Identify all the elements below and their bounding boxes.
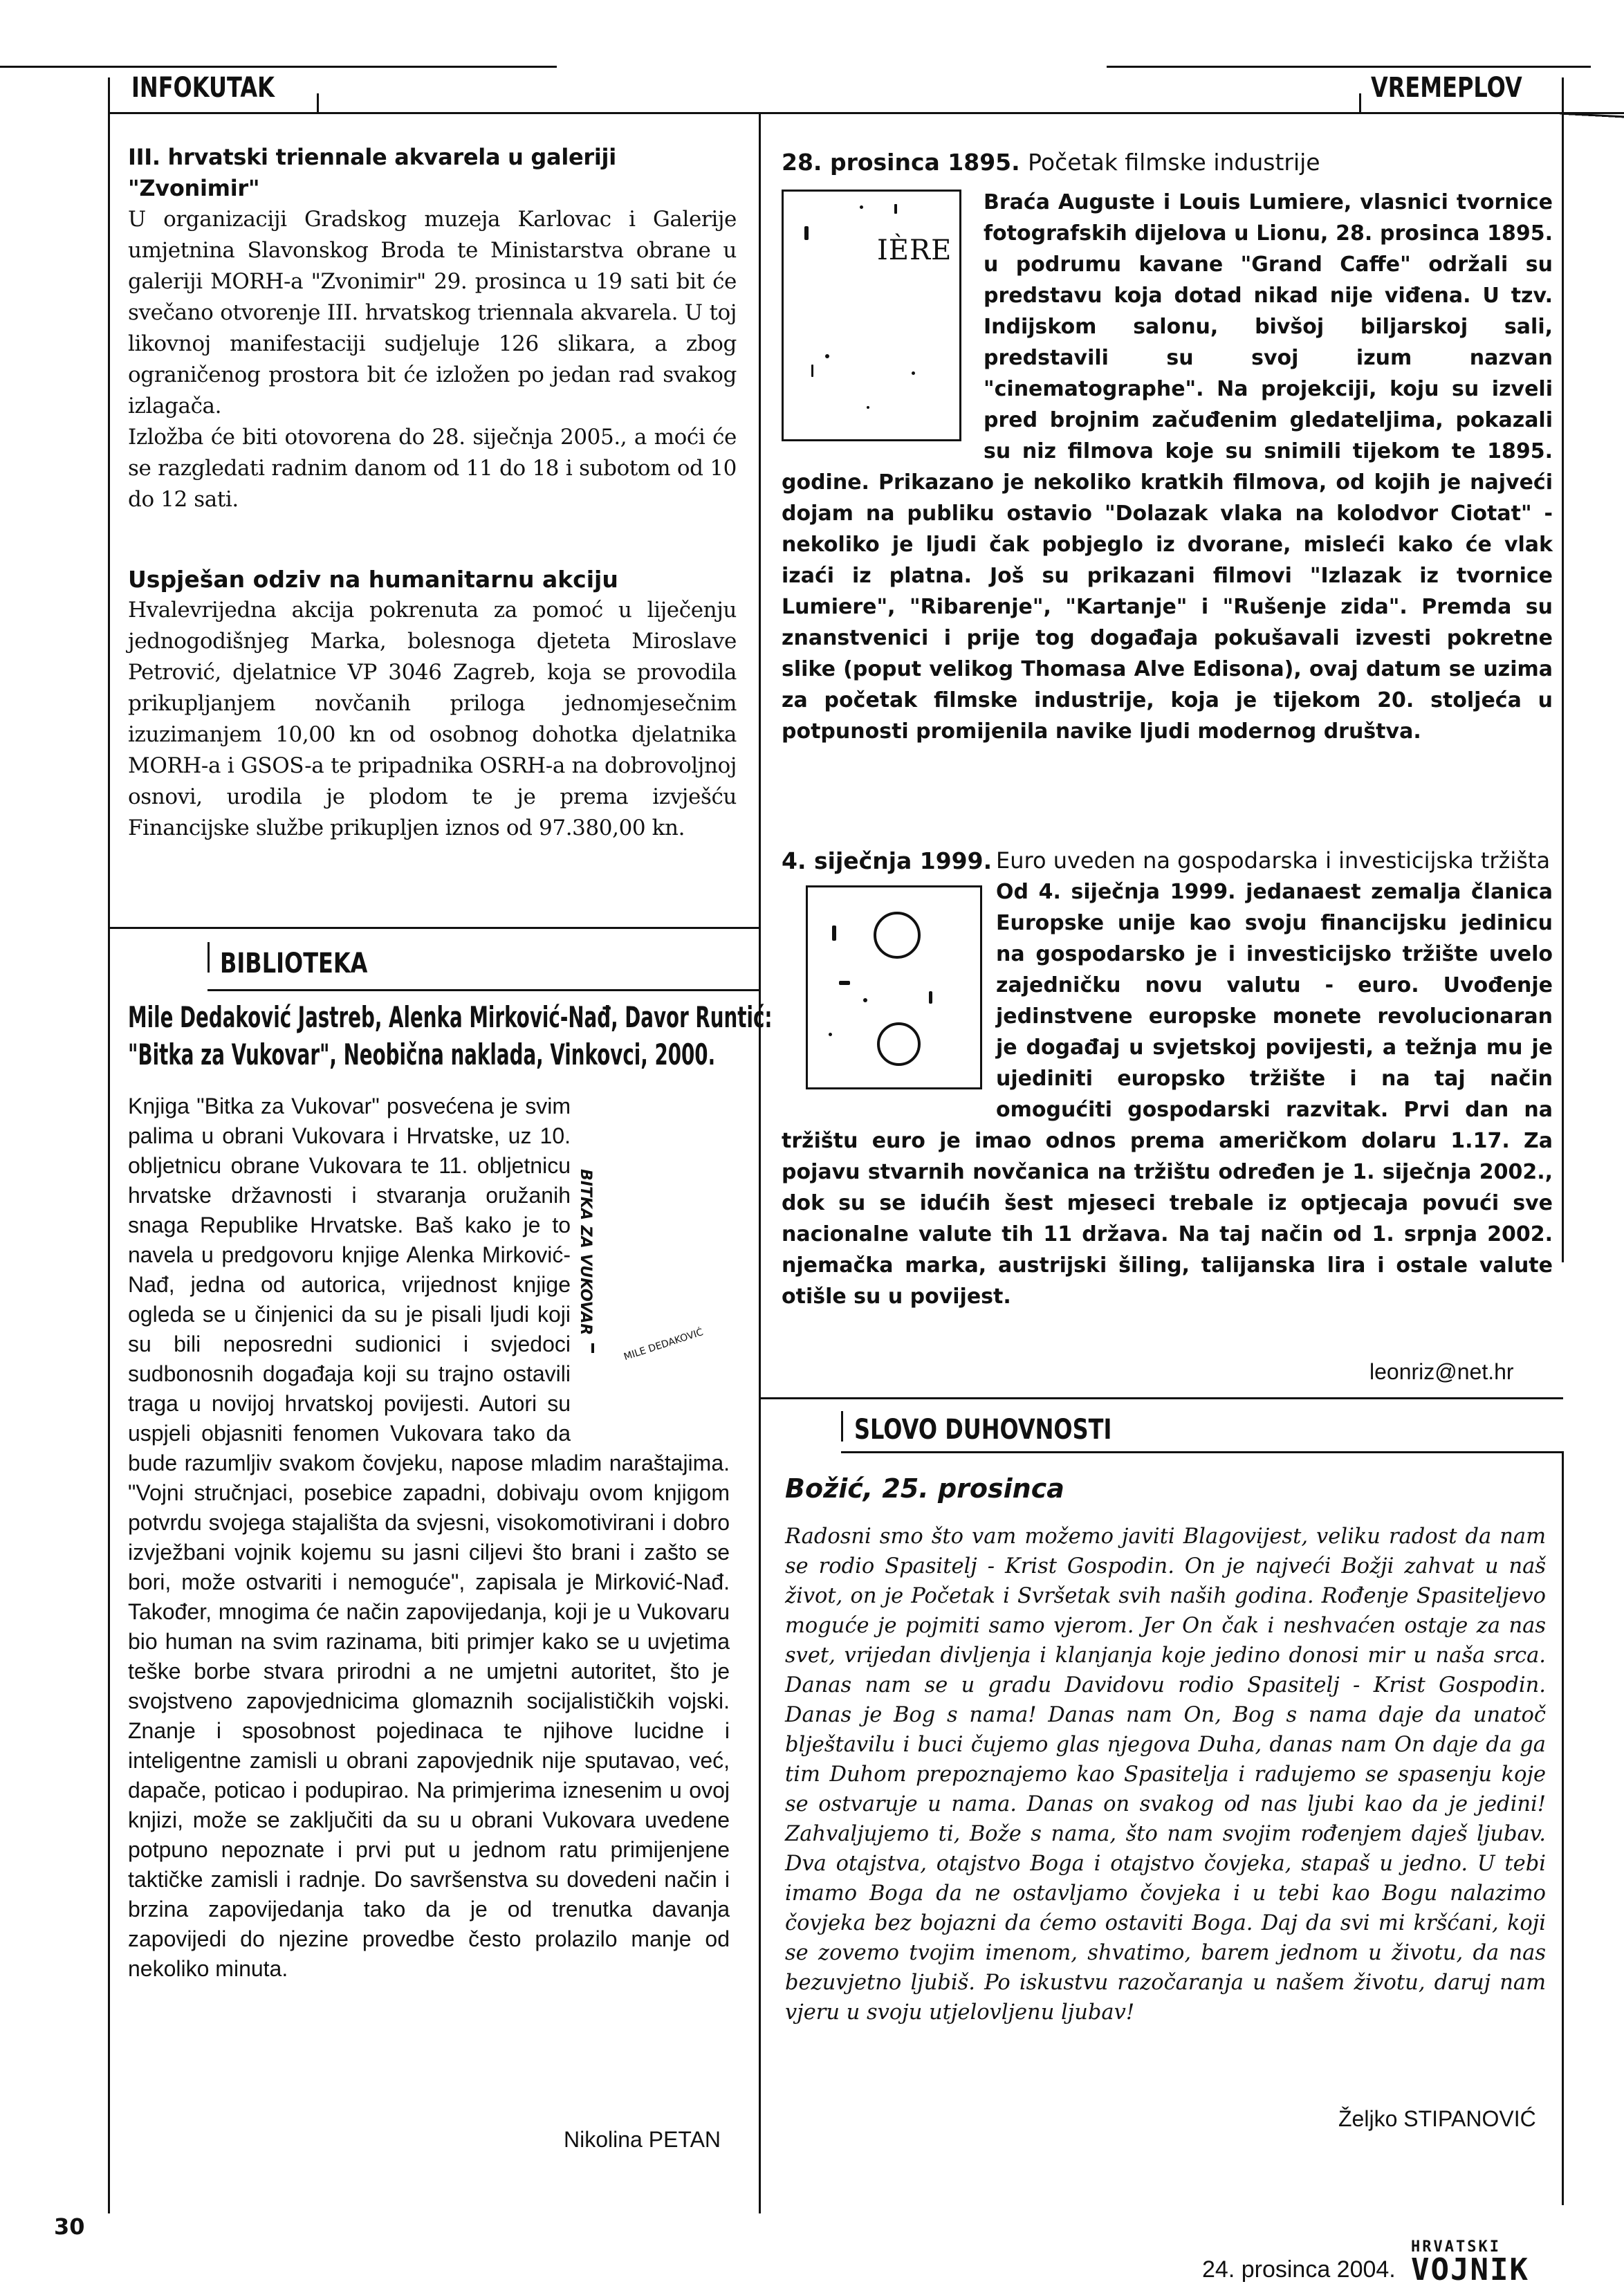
issue-date: 24. prosinca 2004. <box>1202 2256 1396 2283</box>
header-tick <box>841 1411 843 1442</box>
header-tick <box>207 942 210 973</box>
infokutak-item-1 <box>128 142 737 515</box>
book-author-text: MILE DEDAKOVIĆ <box>622 1327 705 1363</box>
header-tick <box>1359 93 1361 114</box>
top-rule-right <box>1107 66 1591 68</box>
right-margin-rule <box>1562 1451 1564 2205</box>
book-title-line-2: "Bitka za Vukovar", Neobična naklada, Vinkovci, 2000. <box>128 1038 716 1071</box>
item-date: 28. prosinca 1895. <box>782 149 1020 176</box>
header-tick <box>317 93 319 114</box>
header-tick <box>1562 77 1564 113</box>
page-number: 30 <box>54 2213 85 2240</box>
book-title-line-1: Mile Dedaković Jastreb, Alenka Mirković-Nađ, Davor Runtić: <box>128 1000 773 1034</box>
top-rule-left <box>0 66 557 68</box>
magazine-logo <box>1411 2238 1560 2287</box>
logo-bottom-text: VOJNIK <box>1411 2252 1529 2287</box>
item-title: Uspješan odziv na humanitarnu akciju <box>128 566 618 593</box>
book-spine-text: BITKA ZA VUKOVAR <box>577 1169 594 1336</box>
item-body: Izložba će biti otovorena do 28. siječnja 2005., a moći će se razgledati radnim danom od 11 do 18 i subotom od 10 do 12 sati. <box>128 425 737 512</box>
rule-slovo <box>759 1397 1563 1399</box>
rule-biblioteka <box>108 927 761 929</box>
photo-spacer <box>782 845 996 1097</box>
vremeplov-item-1-heading <box>782 147 1320 178</box>
section-header-infokutak: INFOKUTAK <box>131 72 275 104</box>
cover-spacer <box>571 1157 730 1441</box>
rule-biblioteka-under <box>207 989 761 991</box>
review-text: Knjiga "Bitka za Vukovar" posvećena je svim palima u obrani Vukovara i Hrvatske, uz 10. obljetnicu obrane Vukovara te 11. obljetnicu hrvatske državnosti i stvaranja oružanih snaga Republike Hrvatske. Baš kako je to navela u predgovoru knjige Alenka Mirković-Nađ, jedna od autorica, vrijednost knjige ogleda se u činjenici da su je pisali ljudi koji su bili neposredni sudionici i svjedoci sudbonosnih događaja koji su trajno ostavili traga u novijoj hrvatskoj povijesti. Autori su uspjeli objasniti fenomen Vukovara tako da bude razumljiv svakom čovjeku, napose mladim naraštajima. "Vojni stručnjaci, posebice zapadni, dobivaju ovom knjigom potvrdu svojega stajališta da svjesni, visokomotivirani i dobro izvježbani vojnik kojemu su jasni ciljevi što brani i zašto se bori, može ostvariti i nemoguće", zapisala je Mirković-Nađ. Također, mnogima će način zapovijedanja, koji je u Vukovaru bio human na svim razinama, biti primjer kako se u uvjetima teške borbe stvara prirodni a ne umjetni autoritet, što je svojstveno zapovjednicima glomaznih socijalističkih vojski. Znanje i sposobnost pojedinaca te njihove lucidne i inteligentne zamisli u obrani zapovjednik nije sputavao, već, dapače, poticao i podupirao. Na primjerima iznesenim u ovoj knjizi, može se zaključiti da su u obrani Vukovara uvedene potpuno nepoznate i prvi put u jednom ratu primijenjene taktičke zamisli i radnje. Do savršenstva su dovedeni način i brzina zapovijedanja tako da je od trenutka davanja zapovijedi do njezine provedbe često prolazilo manje od nekoliko minuta. <box>128 1094 730 1981</box>
sermon-text: Radosni smo što vam možemo javiti Blagovijest, veliku radost da nam se rodio Spasitelj - Krist Gospodin. On je najveći Božji zahvat u naš život, on je Početak i Svršetak svih naših godina. Rođenje Spasiteljevo moguće je pojmiti samo vjerom. Jer On čak i neshvaćen ostaje za nas svet, vrijedan divljenja i klanjanja koje jedino donosi mir u naša srca. Danas nam se u gradu Davidovu rodio Spasitelj - Krist Gospodin. Danas je Bog s nama! Danas nam On, Bog s nama daje da unatoč blještavilu i buci čujemo glas njegova Duha, danas nam On daje da ga tim Duhom prepoznajemo kao Spasitelja i radujemo se spasenju koje se ostvaruje u nama. Danas on svakog od nas ljubi kao da je jedini! Zahvaljujemo ti, Bože s nama, što nam svojim rođenjem daješ ljubav. Dva otajstva, otajstvo Boga i otajstvo čovjeka, stapaš u jedno. U tebi imamo Boga da ne ostavljamo čovjeka i u tebi kao Bogu nalazimo čovjeka bez bojazni da ćemo ostaviti Boga. Daj da svi mi kršćani, koji se zovemo tvojim imenom, shvatimo, barem jednom u životu, da nas bezuvjetno ljubiš. Po iskustvu razočaranja u našem životu, daruj nam vjeru u svoju utjelovljenu ljubav! <box>785 1525 1546 2025</box>
vremeplov-item-2-body <box>782 845 1553 1312</box>
item-body: Braća Auguste i Louis Lumiere, vlasnici tvornice fotografskih dijelova u Lionu, 28. prosinca 1895. u podrumu kavane "Grand Caffe" održali su predstavu koja dotad nikad nije viđena. U tzv. Indijskom salonu, bivšoj biljarskoj sali, predstavili su svoj izum nazvan "cinematographe". Na projekciji, koju su izveli pred brojnim začuđenim gledateljima, pokazali su niz filmova koje su snimili tijekom te 1895. godine. Prikazano je nekoliko kratkih filmova, od kojih je najveći dojam na publiku ostavio "Dolazak vlaka na kolodvor Ciotat" - nekoliko je ljudi čak pobjeglo iz dvorane, misleći kako će vlak izaći iz platna. Još su prikazani filmovi "Izlazak iz tvornice Lumiere", "Ribarenje", "Kartanje" i "Rušenje zida". Premda su znanstvenici i prije tog događaja pokušavali izvesti pokretne slike (poput velikog Thomasa Alve Edisona), ovaj datum se uzima za početak filmske industrije, koja je tijekom 20. stoljeća u potpunosti promijenila navike ljudi modernog društva. <box>782 190 1553 744</box>
biblioteka-body <box>128 1092 730 1984</box>
rule-slovo-under <box>841 1451 1563 1453</box>
item-body: U organizaciji Gradskog muzeja Karlovac i Galerije umjetnina Slavonskog Broda te Ministarstva obrane u galeriji MORH-a "Zvonimir" 29. prosinca u 19 sati bit će svečano otvorenje III. hrvatskog triennala akvarela. U toj likovnoj manifestaciji sudjeluje 126 slikara, a zbog ograničenog prostora bit će izložen po jedan rad svakog izlagača. <box>128 207 737 418</box>
slovo-body <box>785 1522 1546 2027</box>
section-header-vremeplov: VREMEPLOV <box>1371 72 1522 104</box>
slovo-title: Božić, 25. prosinca <box>785 1473 1064 1504</box>
photo-caption-text: IÈRE <box>877 234 952 266</box>
header-underline <box>108 112 1624 114</box>
left-margin-rule <box>108 114 110 2213</box>
slovo-author: Željko STIPANOVIĆ <box>1338 2106 1536 2131</box>
item-title: III. hrvatski triennale akvarela u galeriji "Zvonimir" <box>128 144 616 201</box>
item-title: Početak filmske industrije <box>1028 149 1320 176</box>
item-body: Hvalevrijedna akcija pokrenuta za pomoć u liječenju jednogodišnjeg Marka, bolesnoga djeteta Miroslave Petrović, djelatnice VP 3046 Zagreb, koja se provodila prikupljanjem novčanih priloga jednomjesečnim izuzimanjem 10,00 kn od osobnog dohotka djelatnika MORH-a i GSOS-a te pripadnika OSRH-a na dobrovoljnoj osnovi, urodila je plodom te je prema izvješću Financijske službe prikupljen iznos od 97.380,00 kn. <box>128 598 737 840</box>
item-title: Euro uveden na gospodarska i investicijska tržišta <box>996 847 1551 874</box>
logo-top-text: HRVATSKI <box>1411 2238 1501 2256</box>
section-header-biblioteka: BIBLIOTEKA <box>220 948 368 979</box>
item-date: 4. siječnja 1999. <box>782 847 993 874</box>
photo-spacer <box>782 187 984 450</box>
item-body: Od 4. siječnja 1999. jedanaest zemalja članica Europske unije kao svoju financijsku jedinicu na gospodarsko je i investicijsko tržište uvelo zajedničku novu valutu - euro. Uvođenje jedinstvene europske monete revolucionaran je događaj u svjetskoj povijesti, a težnja mu je ujediniti europsko tržište i na taj način omogućiti gospodarski razvitak. Prvi dan na tržištu euro je imao odnos prema američkom dolaru 1.17. Za pojavu stvarnih novčanica na tržištu određen je 1. siječnja 2002., dok su se idućih šest mjeseci trebale iz optjecaja povući sve nacionalne valute tih 11 država. Na taj način od 1. srpnja 2002. njemačka marka, austrijski šiling, talijanska lira i ostale valute otišle su u povijest. <box>782 880 1553 1309</box>
infokutak-item-2 <box>128 564 737 844</box>
vremeplov-item-1-body <box>782 187 1553 747</box>
header-tick <box>108 77 110 113</box>
vremeplov-author: leonriz@net.hr <box>1369 1359 1514 1384</box>
column-divider <box>759 114 761 2213</box>
section-header-slovo: SLOVO DUHOVNOSTI <box>854 1414 1112 1446</box>
biblioteka-author: Nikolina PETAN <box>564 2127 721 2152</box>
right-margin-rule <box>1562 114 1564 1262</box>
